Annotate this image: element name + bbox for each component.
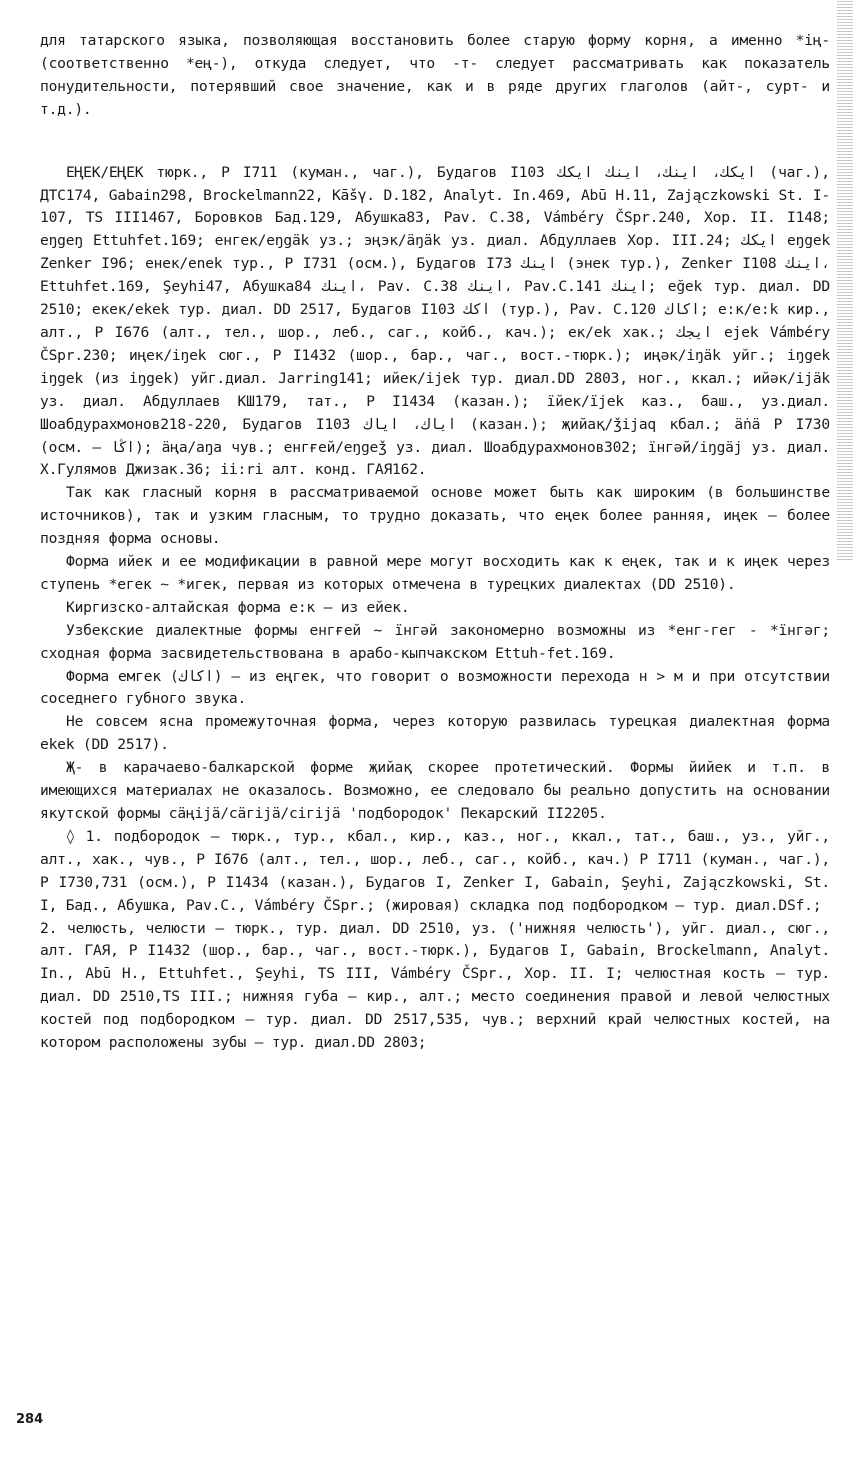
paragraph-karachay-balkar: Җ- в карачаево-балкарской форме җийақ скорее протетический. Формы йийек и т.п. в имеющихся материалах не оказалось. Возможно, ее следовало бы реально допустить на основании якутской формы сäңiјä/сäгiјä/сiгiјä 'подбородок' Пекарский II2205.: [40, 759, 830, 822]
paragraph-intro: для татарского языка, позволяющая восстановить более старую форму корня, а именно *iң- (соответственно *eң-), откуда следует, что -т- следует рассматривать как показатель понудительности, потерявший свое значение, как и в ряде других глаголов (айт-, сурт- и т.д.).: [40, 32, 830, 118]
paragraph-form-emgek: Форма емгек (اكاك) – из еңгек, что говорит о возможности перехода н > м и при отсутствии соседнего губного звука.: [40, 667, 830, 708]
page-number: 284: [16, 1412, 44, 1427]
paragraph-uzbek-dialect: Узбекские диалектные формы енгғей ~ їнгәй закономерно возможны из *енг-гег - *їнгәг; сходная форма засвидетельствована в арабо-кыпчакском Ettuh-fet.169.: [40, 621, 830, 662]
paragraph-meaning-2: 2. челюсть, челюсти – тюрк., тур. диал. DD 2510, уз. ('нижняя челюсть'), уйг. диал., сюг., алт. ГАЯ, P I1432 (шор., бар., чаг., вост.-тюрк.), Будагов I, Gabain, Brockelmann, Analyt. In., Abū H., Ettuhfet., Şeyhi, TS III, Vámbéry ČSpr., Хор. II. I; челюстная кость – тур. диал. DD 2510,TS III.; нижняя губа – кир., алт.; место соединения правой и левой челюстных костей под подбородком – тур. диал. DD 2517,535, чув.; верхний край челюстных костей, на котором расположены зубы – тур. диал.DD 2803;: [40, 919, 830, 1052]
scan-edge-shadow: [837, 0, 853, 560]
paragraph-intermediate-form: Не совсем ясна промежуточная форма, через которую развилась турецкая диалектная форма ekek (DD 2517).: [40, 713, 830, 754]
paragraph-meaning-1: ◊ 1. подбородок – тюрк., тур., кбал., кир., каз., ног., ккал., тат., баш., уз., уйг., алт., хак., чув., P I676 (алт., тел., шор., леб., саг., койб., кач.) P I711 (куман., чаг.), P I730,731 (осм.), P I1434 (казан.), Будагов I, Zenker I, Gabain, Şeyhi, Zajączkowski, St. I, Бад., Абушка, Pav.C., Vámbéry ČSpr.; (жировая) складка под подбородком – тур. диал.DSf.;: [40, 827, 830, 914]
body-text: [40, 30, 830, 1055]
paragraph-form-ijek: Форма ийек и ее модификации в равной мере могут восходить как к еңек, так и к иңек через ступень *егек ~ *игек, первая из которых отмечена в турецких диалектах (DD 2510).: [40, 553, 830, 593]
paragraph-vowel-note: Так как гласный корня в рассматриваемой основе может быть как широким (в большинстве источников), так и узким гласным, то трудно доказать, что еңек более ранняя, иңек – более поздняя форма основы.: [40, 484, 830, 548]
paragraph-kirghiz-altai: Киргизско-алтайская форма е:к – из ейек.: [66, 598, 410, 616]
paragraph-entry-forms: ЕҢЕК/ЕҢЕК тюрк., P I711 (куман., чаг.), Будагов I103 ايكك، اينك، اينك ايكك (чаг.), ДТС174, Gabain298, Brockelmann22, Kāšγ. D.182, Analyt. In.469, Abū H.11, Zajączkowski St. I-107, TS III1467, Боровков Бад.129, Абушка83, Pav. C.38, Vámbéry ČSpr.240, Хор. II. I148; eŋgeŋ Ettuhfet.169; енгек/eŋgäk уз.; эңэк/äŋäk уз. диал. Абдуллаев Хор. III.24; ايكك eŋgek Zenker I96; енек/enek тур., P I731 (осм.), Будагов I73 اينك (энек тур.), Zenker I108 اينك، Ettuhfet.169, Şeyhi47, Абушка84 اينك، Pav. C.38 اينك، Pav.C.141 اينك; eğek тур. диал. DD 2510; екек/ekek тур. диал. DD 2517, Будагов I103 اكك (тур.), Pav. C.120 اكاك; e:к/e:k кир., алт., P I676 (алт., тел., шор., леб., саг., койб., кач.); ек/ek хак.; ايجك ejek Vámbéry ČSpr.230; иңек/iŋek сюг., P I1432 (шор., бар., чаг., вост.-тюрк.); иңәк/iŋäk уйг.; iŋgek iŋgek (из iŋgek) уйг.диал. Jarring141; ийек/ijek тур. диал.DD 2803, ног., ккал.; ийәк/ijäk уз. диал. Абдуллаев КШ179, тат., P I1434 (казан.); їйек/ïjek каз., баш., уз.диал. Шоабдурахмонов218-220, Будагов I103 اياك، اياك (казан.); җийақ/ǯijaq кбал.; äṅä P I730 (осм. – اڭا); äңa/aŋa чув.; енгғей/eŋgeǯ уз. диал. Шоабдурахмонов302; їнгәй/iŋgäj уз. диал. Х.Гулямов Джизак.36; ii:ri алт. конд. ГАЯ162.: [40, 163, 831, 479]
